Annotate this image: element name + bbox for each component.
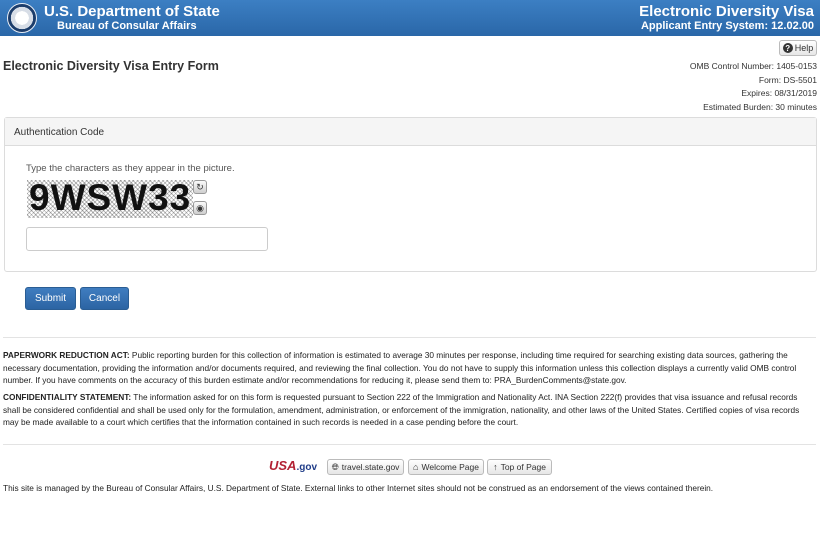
captcha-text: 9WSW33: [29, 180, 192, 218]
omb-form-number: Form: DS-5501: [758, 74, 817, 85]
help-button-label: Help: [794, 43, 814, 53]
authentication-panel: [4, 117, 817, 272]
welcome-page-label: Welcome Page: [421, 462, 479, 472]
agency-bureau: Bureau of Consular Affairs: [57, 20, 197, 32]
paperwork-text: Public reporting burden for this collection of information is estimated to average 30 minutes per response, including time required for searching existing data sources, gathering the necessary documentation, providing the information and/or documents required, and reviewing the final collection. You do not have to supply this information unless this collection displays a currently valid OMB control number. If you have comments on the accuracy of this burden estimate and/or recommendations for reducing it, please send them to: PRA_BurdenComments@state.gov.: [3, 350, 797, 385]
paperwork-heading: PAPERWORK REDUCTION ACT:: [3, 350, 130, 360]
audio-icon: ◉: [196, 202, 204, 213]
globe-icon: 🌐︎: [331, 461, 339, 472]
paperwork-reduction-notice: [3, 349, 815, 387]
usa-gov-logo-suffix: .gov: [296, 462, 318, 473]
help-circle-icon: ?: [783, 43, 793, 53]
page-title: Electronic Diversity Visa Entry Form: [3, 59, 219, 73]
divider: [3, 337, 816, 338]
omb-estimated-burden: Estimated Burden: 30 minutes: [703, 102, 817, 113]
omb-control-number: OMB Control Number: 1405-0153: [689, 61, 817, 71]
top-of-page-label: Top of Page: [500, 462, 546, 472]
travel-state-gov-label: travel.state.gov: [341, 462, 400, 472]
confidentiality-text: The information asked for on this form is requested pursuant to Section 222 of the Immigration and Nationality Act. INA Section 222(f) provides that visa issuance and refusal records shall be considered confidential and shall be used only for the formulation, amendment, administration, or enforcement of the immigration, nationality, and other laws of the United States. Certified copies of visa records may be made available to a court which certifies that the information contained in such records is needed in a case pending before the court.: [3, 392, 800, 427]
home-icon: ⌂: [413, 462, 419, 472]
confidentiality-heading: CONFIDENTIALITY STATEMENT:: [3, 392, 132, 402]
omb-expiration: Expires: 08/31/2019: [741, 88, 817, 99]
omb-info: [690, 60, 817, 115]
confidentiality-statement: [3, 391, 815, 429]
captcha-instruction: Type the characters as they appear in the picture.: [26, 163, 235, 174]
captcha-audio-button[interactable]: [193, 201, 207, 215]
captcha-image: [27, 180, 193, 218]
refresh-icon: ↻: [196, 181, 204, 192]
divider: [3, 444, 816, 445]
agency-name: U.S. Department of State: [44, 3, 220, 20]
help-button[interactable]: [779, 40, 817, 56]
header-banner: [0, 0, 820, 36]
welcome-page-link[interactable]: [408, 459, 484, 475]
application-system-version: Applicant Entry System: 12.02.00: [640, 20, 814, 32]
state-department-seal-icon: [7, 3, 37, 33]
travel-state-gov-link[interactable]: [327, 459, 404, 475]
authentication-panel-heading: Authentication Code: [5, 118, 816, 146]
application-name: Electronic Diversity Visa: [639, 3, 814, 20]
captcha-refresh-button[interactable]: [193, 180, 207, 194]
arrow-up-icon: ↑: [493, 462, 498, 472]
usa-gov-logo[interactable]: [269, 458, 317, 473]
usa-gov-logo-main: USA: [269, 458, 297, 473]
site-managed-notice: This site is managed by the Bureau of Consular Affairs, U.S. Department of State. External links to other Internet sites should not be construed as an endorsement of the views contained therein.: [3, 483, 714, 493]
submit-button[interactable]: Submit: [25, 287, 76, 310]
captcha-input[interactable]: [26, 227, 268, 251]
top-of-page-link[interactable]: [487, 459, 552, 475]
cancel-button[interactable]: Cancel: [80, 287, 129, 310]
